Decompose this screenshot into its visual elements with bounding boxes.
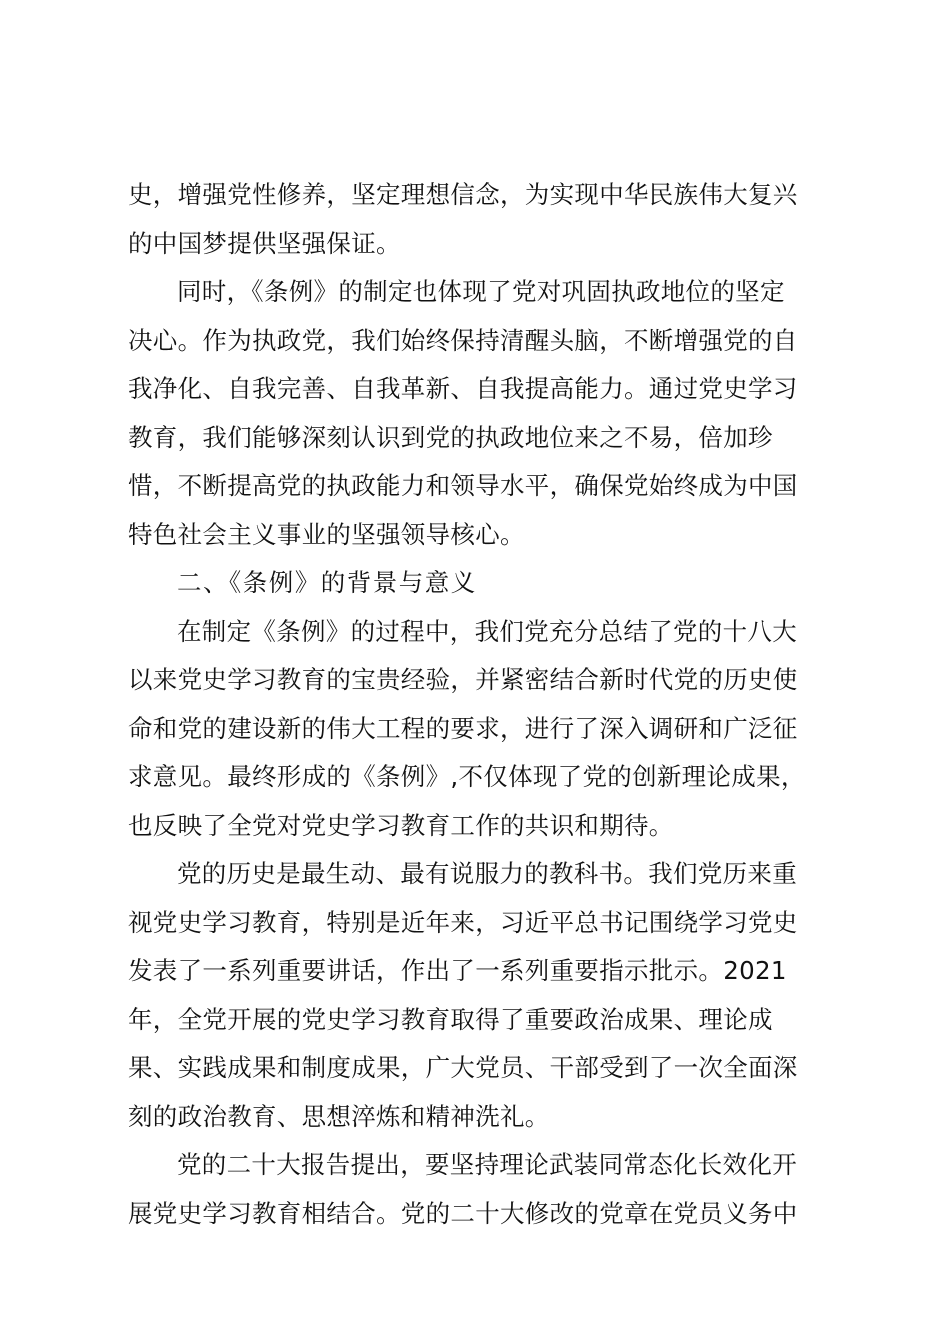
text-line: 同时，《条例》的制定也体现了党对巩固执政地位的坚定	[177, 277, 785, 306]
text-line: 党的历史是最生动、最有说服力的教科书。我们党历来重	[177, 859, 797, 888]
document-body	[128, 171, 828, 1238]
text-line: 特色社会主义事业的坚强领导核心。	[128, 519, 525, 549]
text-line: 也反映了全党对党史学习教育工作的共识和期待。	[128, 810, 674, 840]
text-line: 果、实践成果和制度成果，广大党员、干部受到了一次全面深	[128, 1053, 798, 1082]
paragraph-formulation	[128, 608, 828, 851]
text-line: 视党史学习教育，特别是近年来，习近平总书记围绕学习党史	[128, 907, 798, 937]
text-line: 求意见。最终形成的《条例》,不仅体现了党的创新理论成果，	[128, 762, 806, 791]
paragraph-continuation	[128, 171, 828, 268]
paragraph-governing-position	[128, 268, 828, 559]
text-line: 教育，我们能够深刻认识到党的执政地位来之不易，倍加珍	[128, 422, 773, 452]
text-line: 党的二十大报告提出，要坚持理论武装同常态化长效化开	[177, 1150, 797, 1179]
text-line: 命和党的建设新的伟大工程的要求，进行了深入调研和广泛征	[128, 713, 798, 743]
text-line: 我净化、自我完善、自我革新、自我提高能力。通过党史学习	[128, 374, 798, 403]
paragraph-party-history	[128, 850, 828, 1141]
text-line: 的中国梦提供坚强保证。	[128, 228, 401, 258]
section-heading	[128, 559, 828, 608]
text-line: 发表了一系列重要讲话，作出了一系列重要指示批示。2021	[128, 956, 787, 985]
text-line: 决心。作为执政党，我们始终保持清醒头脑，不断增强党的自	[128, 325, 798, 355]
paragraph-twentieth-congress	[128, 1141, 828, 1238]
text-line: 年，全党开展的党史学习教育取得了重要政治成果、理论成	[128, 1004, 773, 1034]
text-line: 以来党史学习教育的宝贵经验，并紧密结合新时代党的历史使	[128, 665, 798, 694]
text-line: 刻的政治教育、思想淬炼和精神洗礼。	[128, 1101, 550, 1131]
text-line: 展党史学习教育相结合。党的二十大修改的党章在党员义务中	[128, 1198, 798, 1228]
text-line: 惜，不断提高党的执政能力和领导水平，确保党始终成为中国	[128, 471, 798, 500]
section-heading-text: 二、《条例》的背景与意义	[177, 568, 477, 597]
text-line: 史，增强党性修养，坚定理想信念，为实现中华民族伟大复兴	[128, 180, 798, 209]
text-line: 在制定《条例》的过程中，我们党充分总结了党的十八大	[177, 616, 797, 646]
